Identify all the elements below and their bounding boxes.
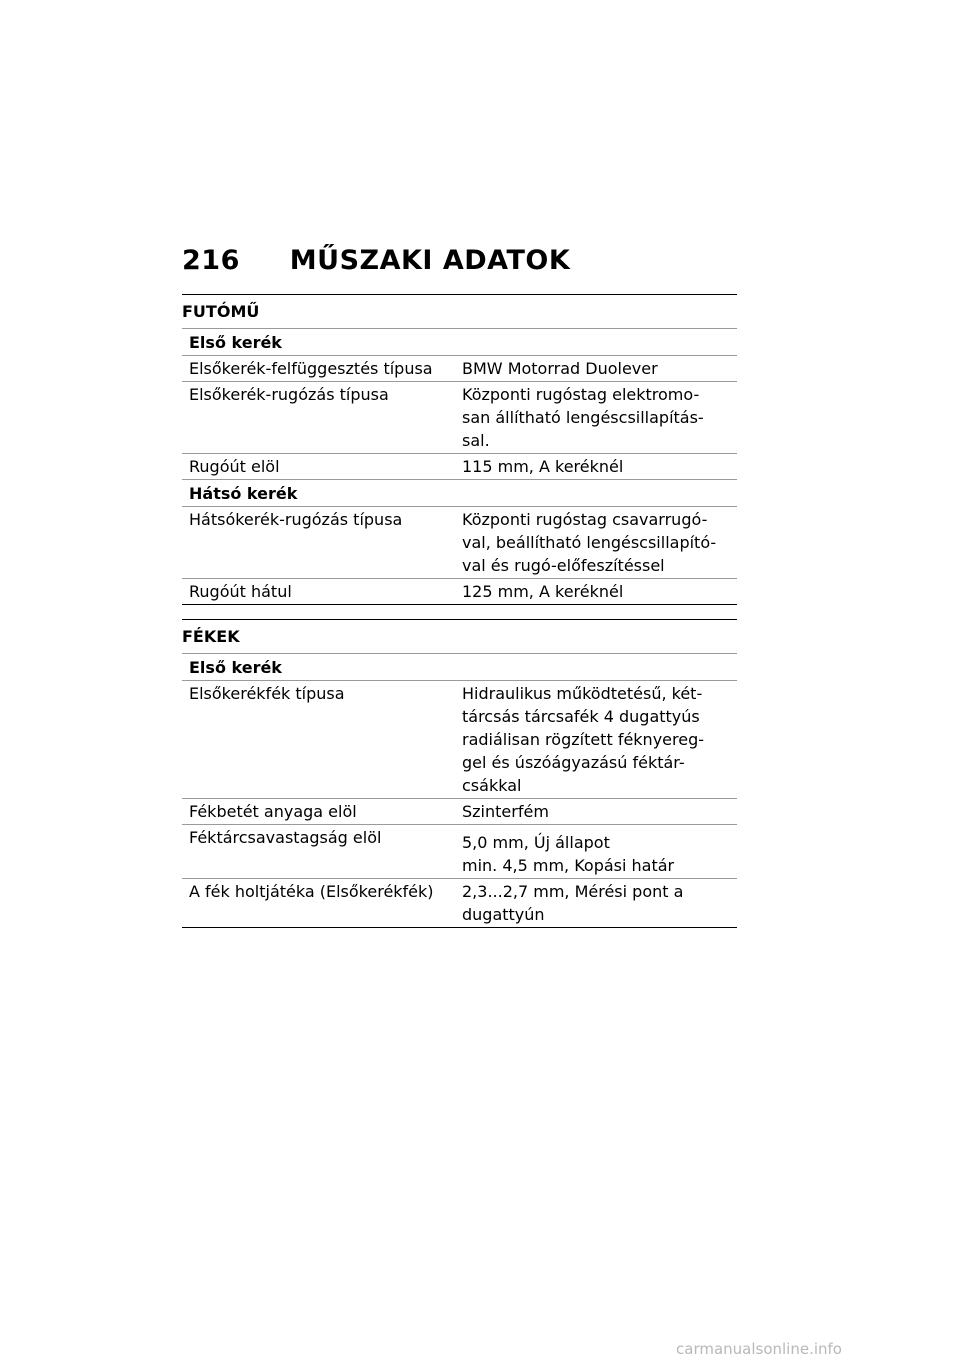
table-row	[182, 680, 737, 798]
section-title: FUTÓMŰ	[182, 302, 260, 321]
watermark: carmanualsonline.info	[676, 1340, 842, 1358]
table-row	[182, 878, 737, 928]
table-subhead-row	[182, 653, 737, 680]
subhead: Első kerék	[189, 658, 282, 677]
spec-value: Hidraulikus működtetésű, két- tárcsás tárcsafék 4 dugattyús radiálisan rögzített féknyereg- gel és úszóágyazású féktár- csákkal	[462, 684, 705, 795]
spec-value: 125 mm, A keréknél	[462, 582, 624, 601]
spec-label: Rugóút hátul	[189, 582, 292, 601]
spec-table	[182, 653, 737, 928]
table-subhead-row	[182, 328, 737, 355]
table-row	[182, 506, 737, 578]
spec-value: Központi rugóstag csavarrugó- val, beállítható lengéscsillapító- val és rugó-előfeszítéssel	[462, 510, 717, 575]
page-header	[182, 245, 570, 276]
spec-label: A fék holtjátéka (Elsőkerékfék)	[189, 882, 434, 901]
spec-table	[182, 328, 737, 605]
spec-value: BMW Motorrad Duolever	[462, 359, 658, 378]
section-futomu	[182, 294, 737, 605]
subhead: Első kerék	[189, 333, 282, 352]
spec-label: Rugóút elöl	[189, 457, 280, 476]
subhead: Hátsó kerék	[189, 484, 298, 503]
table-row	[182, 824, 737, 878]
table-row	[182, 578, 737, 605]
spec-value: Szinterfém	[462, 802, 549, 821]
spec-value: 5,0 mm, Új állapot min. 4,5 mm, Kopási határ	[462, 833, 675, 875]
page-number: 216	[182, 245, 240, 276]
page-title: MŰSZAKI ADATOK	[289, 245, 571, 276]
table-row	[182, 798, 737, 824]
table-row	[182, 381, 737, 453]
spec-value: Központi rugóstag elektromo- san állítható lengéscsillapítás- sal.	[462, 385, 704, 450]
table-subhead-row	[182, 479, 737, 506]
section-fekek	[182, 619, 737, 928]
table-row	[182, 355, 737, 381]
section-title: FÉKEK	[182, 627, 240, 646]
spec-label: Elsőkerék-felfüggesztés típusa	[189, 359, 433, 378]
spec-label: Hátsókerék-rugózás típusa	[189, 510, 403, 529]
table-row	[182, 453, 737, 479]
spec-label: Fékbetét anyaga elöl	[189, 802, 357, 821]
spec-label: Elsőkerék-rugózás típusa	[189, 385, 389, 404]
spec-label: Féktárcsavastagság elöl	[189, 828, 382, 847]
spec-label: Elsőkerékfék típusa	[189, 684, 345, 703]
spec-value: 115 mm, A keréknél	[462, 457, 624, 476]
spec-value: 2,3...2,7 mm, Mérési pont a dugattyún	[462, 882, 684, 924]
